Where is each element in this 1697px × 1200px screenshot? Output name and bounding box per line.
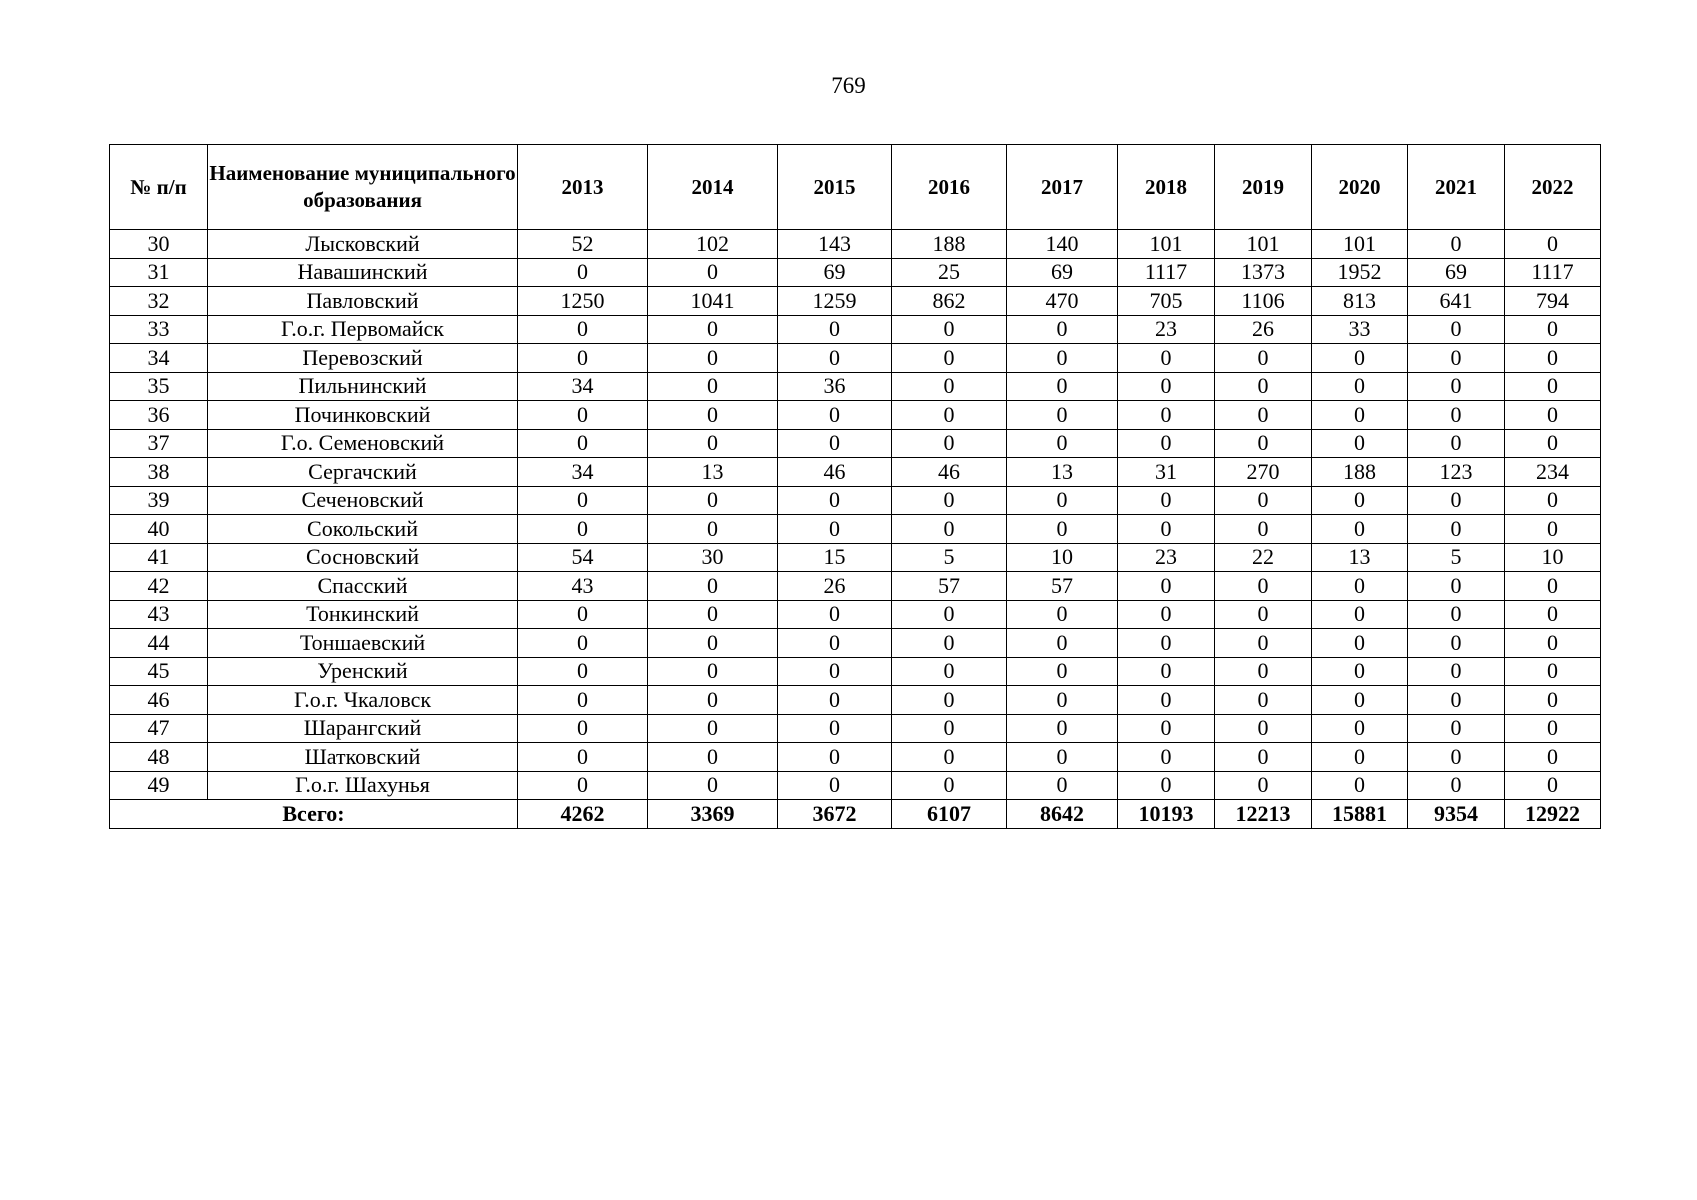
total-value: 12213 <box>1215 800 1312 829</box>
year-value: 13 <box>1312 543 1408 572</box>
header-year: 2014 <box>648 145 778 230</box>
year-value: 0 <box>778 600 892 629</box>
municipality-name: Павловский <box>208 287 518 316</box>
year-value: 0 <box>648 429 778 458</box>
year-value: 0 <box>1312 743 1408 772</box>
municipality-name: Г.о. Семеновский <box>208 429 518 458</box>
year-value: 0 <box>648 344 778 373</box>
year-value: 0 <box>1408 600 1505 629</box>
year-value: 188 <box>892 230 1007 259</box>
municipality-name: Перевозский <box>208 344 518 373</box>
year-value: 0 <box>518 401 648 430</box>
row-number: 35 <box>110 372 208 401</box>
year-value: 5 <box>1408 543 1505 572</box>
year-value: 0 <box>1215 771 1312 800</box>
year-value: 0 <box>778 429 892 458</box>
year-value: 0 <box>1215 486 1312 515</box>
year-value: 794 <box>1505 287 1601 316</box>
year-value: 0 <box>778 515 892 544</box>
year-value: 26 <box>1215 315 1312 344</box>
year-value: 0 <box>892 714 1007 743</box>
year-value: 0 <box>1007 714 1118 743</box>
year-value: 0 <box>648 486 778 515</box>
table-row <box>110 429 1601 458</box>
year-value: 0 <box>1312 600 1408 629</box>
year-value: 0 <box>648 258 778 287</box>
total-value: 3369 <box>648 800 778 829</box>
year-value: 0 <box>1312 657 1408 686</box>
year-value: 0 <box>648 686 778 715</box>
year-value: 0 <box>1215 372 1312 401</box>
year-value: 470 <box>1007 287 1118 316</box>
table-row <box>110 600 1601 629</box>
municipality-name: Навашинский <box>208 258 518 287</box>
year-value: 641 <box>1408 287 1505 316</box>
municipality-name: Г.о.г. Чкаловск <box>208 686 518 715</box>
row-number: 44 <box>110 629 208 658</box>
year-value: 0 <box>1505 629 1601 658</box>
municipality-name: Сеченовский <box>208 486 518 515</box>
year-value: 813 <box>1312 287 1408 316</box>
year-value: 0 <box>518 743 648 772</box>
year-value: 0 <box>1408 714 1505 743</box>
year-value: 123 <box>1408 458 1505 487</box>
municipality-name: Сокольский <box>208 515 518 544</box>
year-value: 0 <box>1007 315 1118 344</box>
row-number: 42 <box>110 572 208 601</box>
year-value: 0 <box>1215 344 1312 373</box>
row-number: 31 <box>110 258 208 287</box>
year-value: 36 <box>778 372 892 401</box>
year-value: 0 <box>1118 344 1215 373</box>
municipality-name: Г.о.г. Шахунья <box>208 771 518 800</box>
year-value: 0 <box>1007 686 1118 715</box>
year-value: 69 <box>1007 258 1118 287</box>
year-value: 0 <box>518 657 648 686</box>
year-value: 0 <box>518 429 648 458</box>
year-value: 0 <box>1408 429 1505 458</box>
year-value: 0 <box>648 743 778 772</box>
year-value: 1952 <box>1312 258 1408 287</box>
year-value: 0 <box>648 315 778 344</box>
year-value: 31 <box>1118 458 1215 487</box>
year-value: 0 <box>1007 344 1118 373</box>
row-number: 36 <box>110 401 208 430</box>
year-value: 0 <box>1118 429 1215 458</box>
year-value: 0 <box>892 515 1007 544</box>
year-value: 0 <box>1408 515 1505 544</box>
year-value: 0 <box>648 401 778 430</box>
year-value: 0 <box>1007 486 1118 515</box>
year-value: 0 <box>1312 686 1408 715</box>
total-label: Всего: <box>110 800 518 829</box>
header-year: 2015 <box>778 145 892 230</box>
year-value: 5 <box>892 543 1007 572</box>
year-value: 0 <box>1118 629 1215 658</box>
year-value: 13 <box>1007 458 1118 487</box>
year-value: 0 <box>1007 515 1118 544</box>
table-row <box>110 657 1601 686</box>
year-value: 46 <box>892 458 1007 487</box>
year-value: 270 <box>1215 458 1312 487</box>
year-value: 0 <box>892 686 1007 715</box>
year-value: 0 <box>1215 429 1312 458</box>
municipality-name: Починковский <box>208 401 518 430</box>
year-value: 0 <box>518 315 648 344</box>
year-value: 52 <box>518 230 648 259</box>
table-row <box>110 771 1601 800</box>
year-value: 0 <box>1505 315 1601 344</box>
year-value: 0 <box>1312 714 1408 743</box>
municipality-name: Тоншаевский <box>208 629 518 658</box>
row-number: 47 <box>110 714 208 743</box>
table-row <box>110 258 1601 287</box>
year-value: 30 <box>648 543 778 572</box>
year-value: 0 <box>1505 572 1601 601</box>
municipality-name: Сергачский <box>208 458 518 487</box>
year-value: 0 <box>1007 629 1118 658</box>
year-value: 0 <box>1312 629 1408 658</box>
year-value: 0 <box>1007 771 1118 800</box>
year-value: 0 <box>1408 686 1505 715</box>
table-row <box>110 401 1601 430</box>
year-value: 0 <box>648 572 778 601</box>
table-row <box>110 743 1601 772</box>
year-value: 0 <box>892 600 1007 629</box>
year-value: 0 <box>778 771 892 800</box>
year-value: 188 <box>1312 458 1408 487</box>
year-value: 1259 <box>778 287 892 316</box>
year-value: 0 <box>518 714 648 743</box>
year-value: 1373 <box>1215 258 1312 287</box>
year-value: 0 <box>892 315 1007 344</box>
row-number: 45 <box>110 657 208 686</box>
header-year: 2021 <box>1408 145 1505 230</box>
year-value: 0 <box>1312 401 1408 430</box>
year-value: 25 <box>892 258 1007 287</box>
year-value: 0 <box>518 771 648 800</box>
year-value: 0 <box>1505 429 1601 458</box>
year-value: 0 <box>1215 515 1312 544</box>
year-value: 0 <box>1312 429 1408 458</box>
year-value: 862 <box>892 287 1007 316</box>
year-value: 0 <box>1408 372 1505 401</box>
year-value: 0 <box>1505 401 1601 430</box>
year-value: 0 <box>1505 714 1601 743</box>
year-value: 1250 <box>518 287 648 316</box>
year-value: 0 <box>778 686 892 715</box>
year-value: 0 <box>892 401 1007 430</box>
table-row <box>110 315 1601 344</box>
year-value: 0 <box>648 515 778 544</box>
year-value: 0 <box>518 600 648 629</box>
year-value: 0 <box>1118 486 1215 515</box>
row-number: 37 <box>110 429 208 458</box>
year-value: 234 <box>1505 458 1601 487</box>
header-year: 2020 <box>1312 145 1408 230</box>
year-value: 10 <box>1505 543 1601 572</box>
total-value: 4262 <box>518 800 648 829</box>
total-value: 12922 <box>1505 800 1601 829</box>
municipality-name: Лысковский <box>208 230 518 259</box>
table-row <box>110 230 1601 259</box>
year-value: 1117 <box>1118 258 1215 287</box>
year-value: 13 <box>648 458 778 487</box>
year-value: 46 <box>778 458 892 487</box>
year-value: 0 <box>778 344 892 373</box>
year-value: 0 <box>778 486 892 515</box>
table-row <box>110 572 1601 601</box>
year-value: 0 <box>892 629 1007 658</box>
year-value: 0 <box>892 344 1007 373</box>
year-value: 0 <box>1408 230 1505 259</box>
year-value: 0 <box>1505 657 1601 686</box>
year-value: 0 <box>1118 714 1215 743</box>
year-value: 0 <box>778 657 892 686</box>
year-value: 0 <box>648 372 778 401</box>
year-value: 0 <box>1215 743 1312 772</box>
year-value: 0 <box>1408 657 1505 686</box>
table-row <box>110 458 1601 487</box>
year-value: 15 <box>778 543 892 572</box>
page-number: 769 <box>831 73 866 98</box>
municipality-name: Уренский <box>208 657 518 686</box>
municipality-name: Пильнинский <box>208 372 518 401</box>
table-row <box>110 287 1601 316</box>
year-value: 0 <box>1505 372 1601 401</box>
year-value: 0 <box>1118 372 1215 401</box>
year-value: 101 <box>1215 230 1312 259</box>
year-value: 0 <box>892 771 1007 800</box>
year-value: 0 <box>892 486 1007 515</box>
year-value: 0 <box>1408 771 1505 800</box>
year-value: 0 <box>518 486 648 515</box>
year-value: 0 <box>1505 686 1601 715</box>
year-value: 23 <box>1118 543 1215 572</box>
year-value: 0 <box>1215 629 1312 658</box>
year-value: 101 <box>1312 230 1408 259</box>
row-number: 38 <box>110 458 208 487</box>
header-year: 2013 <box>518 145 648 230</box>
row-number: 34 <box>110 344 208 373</box>
total-row <box>110 800 1601 829</box>
total-value: 3672 <box>778 800 892 829</box>
year-value: 10 <box>1007 543 1118 572</box>
year-value: 33 <box>1312 315 1408 344</box>
year-value: 0 <box>1118 743 1215 772</box>
year-value: 0 <box>1312 486 1408 515</box>
row-number: 33 <box>110 315 208 344</box>
year-value: 0 <box>1505 230 1601 259</box>
year-value: 0 <box>1312 344 1408 373</box>
year-value: 0 <box>778 401 892 430</box>
table-body <box>110 230 1601 800</box>
municipality-name: Г.о.г. Первомайск <box>208 315 518 344</box>
year-value: 0 <box>1118 515 1215 544</box>
table-row <box>110 543 1601 572</box>
header-num: № п/п <box>110 145 208 230</box>
year-value: 26 <box>778 572 892 601</box>
year-value: 0 <box>1408 629 1505 658</box>
year-value: 0 <box>1118 686 1215 715</box>
header-year: 2016 <box>892 145 1007 230</box>
year-value: 0 <box>1408 743 1505 772</box>
year-value: 0 <box>1215 686 1312 715</box>
year-value: 0 <box>518 515 648 544</box>
total-value: 15881 <box>1312 800 1408 829</box>
municipality-name: Тонкинский <box>208 600 518 629</box>
year-value: 0 <box>778 629 892 658</box>
year-value: 0 <box>1505 600 1601 629</box>
year-value: 140 <box>1007 230 1118 259</box>
table-row <box>110 629 1601 658</box>
year-value: 0 <box>1505 344 1601 373</box>
year-value: 705 <box>1118 287 1215 316</box>
year-value: 23 <box>1118 315 1215 344</box>
year-value: 0 <box>518 686 648 715</box>
year-value: 69 <box>778 258 892 287</box>
year-value: 0 <box>1312 572 1408 601</box>
header-year: 2022 <box>1505 145 1601 230</box>
year-value: 0 <box>1505 743 1601 772</box>
table-row <box>110 486 1601 515</box>
table-row <box>110 714 1601 743</box>
year-value: 0 <box>778 315 892 344</box>
header-year: 2017 <box>1007 145 1118 230</box>
year-value: 0 <box>1007 600 1118 629</box>
year-value: 0 <box>892 429 1007 458</box>
year-value: 0 <box>1007 401 1118 430</box>
year-value: 0 <box>1312 372 1408 401</box>
year-value: 0 <box>1215 600 1312 629</box>
year-value: 0 <box>1312 515 1408 544</box>
header-year: 2018 <box>1118 145 1215 230</box>
year-value: 0 <box>518 629 648 658</box>
table-row <box>110 686 1601 715</box>
row-number: 49 <box>110 771 208 800</box>
year-value: 0 <box>778 714 892 743</box>
year-value: 0 <box>1118 657 1215 686</box>
year-value: 0 <box>1118 572 1215 601</box>
row-number: 41 <box>110 543 208 572</box>
year-value: 57 <box>1007 572 1118 601</box>
row-number: 30 <box>110 230 208 259</box>
row-number: 32 <box>110 287 208 316</box>
municipality-name: Сосновский <box>208 543 518 572</box>
year-value: 0 <box>648 600 778 629</box>
year-value: 0 <box>1505 771 1601 800</box>
municipality-name: Спасский <box>208 572 518 601</box>
row-number: 46 <box>110 686 208 715</box>
year-value: 0 <box>1408 401 1505 430</box>
year-value: 0 <box>648 657 778 686</box>
row-number: 48 <box>110 743 208 772</box>
year-value: 0 <box>892 657 1007 686</box>
year-value: 0 <box>648 771 778 800</box>
year-value: 0 <box>778 743 892 772</box>
row-number: 43 <box>110 600 208 629</box>
year-value: 1106 <box>1215 287 1312 316</box>
table-row <box>110 515 1601 544</box>
year-value: 0 <box>1312 771 1408 800</box>
year-value: 0 <box>1215 572 1312 601</box>
year-value: 0 <box>1408 572 1505 601</box>
table-row <box>110 344 1601 373</box>
year-value: 0 <box>892 372 1007 401</box>
year-value: 101 <box>1118 230 1215 259</box>
year-value: 0 <box>1118 600 1215 629</box>
year-value: 43 <box>518 572 648 601</box>
year-value: 0 <box>1215 657 1312 686</box>
year-value: 0 <box>1215 714 1312 743</box>
year-value: 0 <box>1215 401 1312 430</box>
table-row <box>110 372 1601 401</box>
year-value: 22 <box>1215 543 1312 572</box>
year-value: 0 <box>1007 743 1118 772</box>
year-value: 0 <box>1007 372 1118 401</box>
year-value: 0 <box>648 714 778 743</box>
data-table <box>109 144 1601 829</box>
year-value: 0 <box>1408 344 1505 373</box>
year-value: 0 <box>648 629 778 658</box>
municipality-name: Шатковский <box>208 743 518 772</box>
year-value: 1117 <box>1505 258 1601 287</box>
year-value: 102 <box>648 230 778 259</box>
year-value: 0 <box>892 743 1007 772</box>
year-value: 54 <box>518 543 648 572</box>
total-value: 8642 <box>1007 800 1118 829</box>
header-row <box>110 145 1601 230</box>
year-value: 0 <box>518 344 648 373</box>
year-value: 57 <box>892 572 1007 601</box>
year-value: 34 <box>518 372 648 401</box>
year-value: 0 <box>1408 315 1505 344</box>
year-value: 0 <box>518 258 648 287</box>
year-value: 0 <box>1118 771 1215 800</box>
total-value: 9354 <box>1408 800 1505 829</box>
year-value: 0 <box>1408 486 1505 515</box>
total-value: 6107 <box>892 800 1007 829</box>
year-value: 0 <box>1007 429 1118 458</box>
total-value: 10193 <box>1118 800 1215 829</box>
municipality-name: Шарангский <box>208 714 518 743</box>
year-value: 1041 <box>648 287 778 316</box>
row-number: 39 <box>110 486 208 515</box>
header-year: 2019 <box>1215 145 1312 230</box>
year-value: 0 <box>1505 486 1601 515</box>
year-value: 0 <box>1118 401 1215 430</box>
year-value: 0 <box>1505 515 1601 544</box>
year-value: 69 <box>1408 258 1505 287</box>
year-value: 143 <box>778 230 892 259</box>
year-value: 0 <box>1007 657 1118 686</box>
row-number: 40 <box>110 515 208 544</box>
header-name: Наименование муниципального образования <box>208 145 518 230</box>
year-value: 34 <box>518 458 648 487</box>
